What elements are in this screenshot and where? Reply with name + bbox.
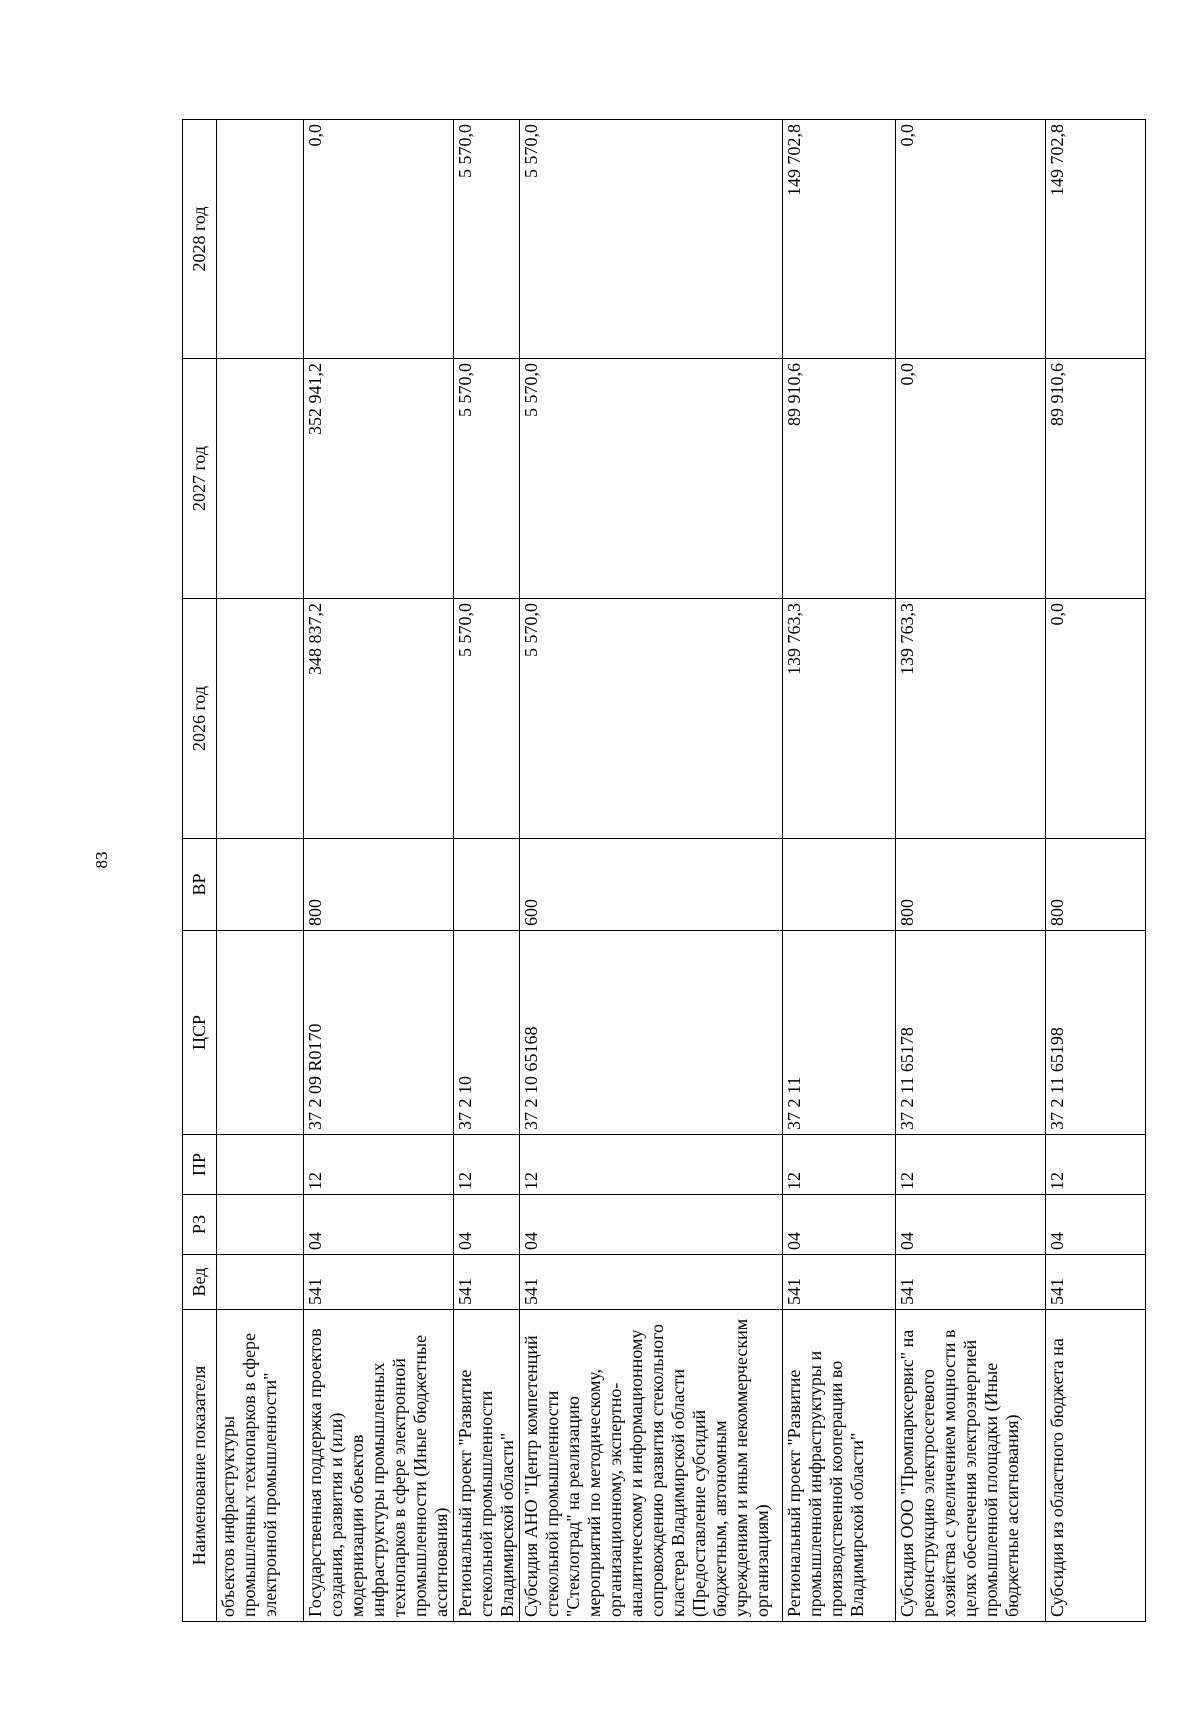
table-row: [217, 120, 304, 1622]
row-2028: 149 702,8: [1046, 120, 1146, 359]
row-pr: 12: [520, 1135, 783, 1195]
row-name: Региональный проект "Развитие стекольной промышленности Владимирской области": [454, 1310, 520, 1622]
table-row: [304, 120, 454, 1622]
header-pr: ПР: [183, 1135, 217, 1195]
table-row: [520, 120, 783, 1622]
page-number: 83: [92, 851, 111, 869]
row-2028: 0,0: [304, 120, 454, 359]
row-vr: [217, 839, 304, 931]
table-row: [783, 120, 896, 1622]
row-2028: 0,0: [896, 120, 1046, 359]
row-rz: 04: [783, 1195, 896, 1255]
row-pr: 12: [783, 1135, 896, 1195]
row-2027: 5 570,0: [454, 359, 520, 599]
header-2026: 2026 год: [183, 599, 217, 839]
header-2027: 2027 год: [183, 359, 217, 599]
row-ved: 541: [454, 1255, 520, 1310]
row-2026: 5 570,0: [520, 599, 783, 839]
row-2026: 139 763,3: [783, 599, 896, 839]
row-2027: 0,0: [896, 359, 1046, 599]
row-name: объектов инфраструктуры промышленных технопарков в сфере электронной промышленности": [217, 1310, 304, 1622]
row-rz: 04: [454, 1195, 520, 1255]
row-pr: 12: [1046, 1135, 1146, 1195]
row-vr: [454, 839, 520, 931]
row-name: Субсидия АНО "Центр компетенций стекольной промышленности "Стеклоград" на реализацию мероприятий по методическому, организационному, экспертно-аналитическому и информационному сопровождению развития стекольного кластера Владимирской области (Предоставление субсидий бюджетным, автономным учреждениям и иным некоммерческим организациям): [520, 1310, 783, 1622]
header-2028: 2028 год: [183, 120, 217, 359]
row-2027: 352 941,2: [304, 359, 454, 599]
row-vr: 800: [304, 839, 454, 931]
row-csr: 37 2 10: [454, 931, 520, 1135]
row-name: Субсидия ООО "Промпарксервис" на реконструкцию электросетевого хозяйства с увеличением мощности в целях обеспечения электроэнергией промышленной площадки (Иные бюджетные ассигнования): [896, 1310, 1046, 1622]
row-vr: 600: [520, 839, 783, 931]
row-2026: 5 570,0: [454, 599, 520, 839]
row-csr: 37 2 10 65168: [520, 931, 783, 1135]
header-rz: РЗ: [183, 1195, 217, 1255]
row-csr: 37 2 11 65178: [896, 931, 1046, 1135]
row-pr: 12: [304, 1135, 454, 1195]
row-pr: [217, 1135, 304, 1195]
header-ved: Вед: [183, 1255, 217, 1310]
row-2026: 139 763,3: [896, 599, 1046, 839]
row-ved: 541: [783, 1255, 896, 1310]
table-row: [454, 120, 520, 1622]
row-vr: 800: [896, 839, 1046, 931]
row-2028: [217, 120, 304, 359]
budget-table: [182, 119, 1146, 1622]
row-2028: 5 570,0: [520, 120, 783, 359]
row-name: Субсидия из областного бюджета на: [1046, 1310, 1146, 1622]
row-vr: [783, 839, 896, 931]
row-ved: [217, 1255, 304, 1310]
table-row: [1046, 120, 1146, 1622]
row-rz: 04: [896, 1195, 1046, 1255]
row-name: Государственная поддержка проектов создания, развития и (или) модернизации объектов инфраструктуры промышленных технопарков в сфере электронной промышленности (Иные бюджетные ассигнования): [304, 1310, 454, 1622]
row-rz: 04: [520, 1195, 783, 1255]
row-vr: 800: [1046, 839, 1146, 931]
rotated-table-container: [182, 120, 1146, 1622]
row-2026: 0,0: [1046, 599, 1146, 839]
row-2027: 5 570,0: [520, 359, 783, 599]
header-row: [183, 120, 217, 1622]
row-2027: [217, 359, 304, 599]
header-csr: ЦСР: [183, 931, 217, 1135]
row-ved: 541: [1046, 1255, 1146, 1310]
row-ved: 541: [896, 1255, 1046, 1310]
row-2028: 5 570,0: [454, 120, 520, 359]
row-2027: 89 910,6: [783, 359, 896, 599]
row-csr: 37 2 11 65198: [1046, 931, 1146, 1135]
row-rz: [217, 1195, 304, 1255]
row-rz: 04: [1046, 1195, 1146, 1255]
row-pr: 12: [454, 1135, 520, 1195]
table-row: [896, 120, 1046, 1622]
row-ved: 541: [304, 1255, 454, 1310]
row-csr: [217, 931, 304, 1135]
row-pr: 12: [896, 1135, 1046, 1195]
row-rz: 04: [304, 1195, 454, 1255]
header-name: Наименование показателя: [183, 1310, 217, 1622]
row-2026: [217, 599, 304, 839]
row-2026: 348 837,2: [304, 599, 454, 839]
row-2027: 89 910,6: [1046, 359, 1146, 599]
row-2028: 149 702,8: [783, 120, 896, 359]
row-csr: 37 2 11: [783, 931, 896, 1135]
row-ved: 541: [520, 1255, 783, 1310]
row-name: Региональный проект "Развитие промышленной инфраструктуры и производственной кооперации во Владимирской области": [783, 1310, 896, 1622]
row-csr: 37 2 09 R0170: [304, 931, 454, 1135]
header-vr: ВР: [183, 839, 217, 931]
